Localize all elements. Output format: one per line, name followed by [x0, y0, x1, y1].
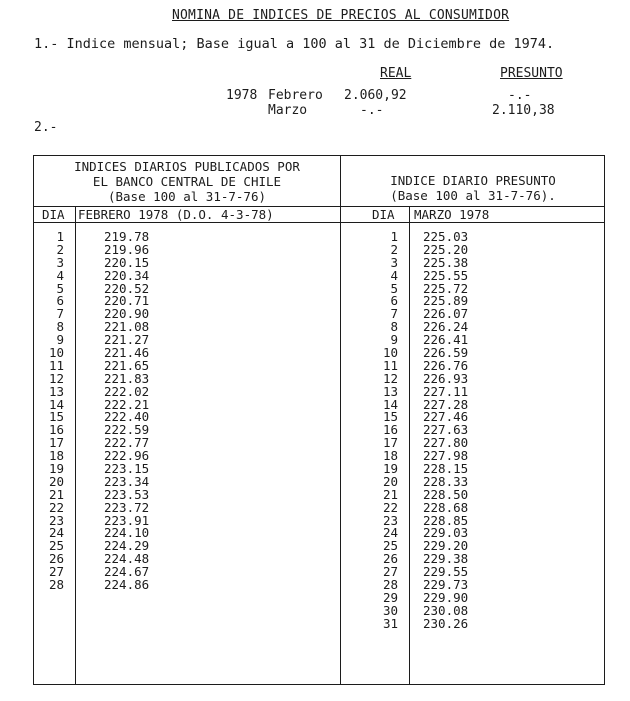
day-number: 23 [382, 512, 398, 528]
day-number: 30 [382, 602, 398, 618]
day-number: 15 [382, 409, 398, 425]
header-presunto: PRESUNTO [500, 66, 563, 81]
index-value: 225.89 [423, 293, 469, 309]
index-value: 221.65 [104, 357, 150, 373]
day-number: 16 [48, 422, 64, 438]
index-value: 225.55 [423, 267, 469, 283]
day-number: 10 [382, 345, 398, 361]
day-number: 13 [48, 383, 64, 399]
day-number: 11 [382, 357, 398, 373]
index-value: 224.86 [104, 577, 150, 593]
row-real-value: 2.060,92 [344, 88, 407, 103]
index-value: 222.02 [104, 383, 150, 399]
index-value: 222.40 [104, 409, 150, 425]
marzo-value-column [423, 231, 468, 631]
index-value: 226.07 [423, 306, 469, 322]
index-value: 229.38 [423, 551, 469, 567]
day-number: 24 [382, 525, 398, 541]
febrero-day-column [40, 231, 64, 592]
day-number: 22 [48, 499, 64, 515]
day-number: 26 [382, 551, 398, 567]
febrero-value-column [104, 231, 149, 592]
index-value: 221.46 [104, 345, 150, 361]
day-number: 16 [382, 422, 398, 438]
index-value: 222.96 [104, 448, 150, 464]
day-number: 3 [390, 254, 398, 270]
day-number: 27 [48, 564, 64, 580]
left-dia-divider [75, 206, 76, 685]
index-value: 222.21 [104, 396, 150, 412]
index-value: 230.08 [423, 602, 469, 618]
index-value: 220.15 [104, 254, 150, 270]
index-value: 223.72 [104, 499, 150, 515]
index-value: 226.59 [423, 345, 469, 361]
day-number: 9 [390, 332, 398, 348]
day-number: 24 [48, 525, 64, 541]
day-number: 19 [48, 461, 64, 477]
index-value: 227.46 [423, 409, 469, 425]
day-number: 14 [48, 396, 64, 412]
day-number: 11 [48, 357, 64, 373]
day-number: 17 [48, 435, 64, 451]
index-value: 220.52 [104, 280, 150, 296]
day-number: 7 [390, 306, 398, 322]
day-number: 27 [382, 564, 398, 580]
day-number: 28 [382, 577, 398, 593]
day-number: 7 [56, 306, 64, 322]
index-value: 227.63 [423, 422, 469, 438]
index-value: 229.03 [423, 525, 469, 541]
day-number: 28 [48, 577, 64, 593]
index-value: 219.78 [104, 229, 150, 244]
index-value: 224.48 [104, 551, 150, 567]
day-number: 4 [390, 267, 398, 283]
day-number: 3 [56, 254, 64, 270]
index-value: 224.29 [104, 538, 150, 554]
marzo-day-column [374, 231, 398, 631]
index-value: 221.27 [104, 332, 150, 348]
day-number: 22 [382, 499, 398, 515]
day-number: 29 [382, 589, 398, 605]
index-value: 226.24 [423, 319, 469, 335]
index-value: 225.20 [423, 241, 469, 257]
day-number: 8 [390, 319, 398, 335]
index-value: 229.90 [423, 589, 469, 605]
index-value: 224.67 [104, 564, 150, 580]
index-value: 228.68 [423, 499, 469, 515]
index-value: 223.53 [104, 486, 150, 502]
index-value: 222.77 [104, 435, 150, 451]
index-value: 226.76 [423, 357, 469, 373]
row-presunto-value: 2.110,38 [492, 103, 555, 118]
day-number: 8 [56, 319, 64, 335]
index-value: 220.34 [104, 267, 150, 283]
index-value: 226.41 [423, 332, 469, 348]
day-number: 17 [382, 435, 398, 451]
left-period-label: FEBRERO 1978 (D.O. 4-3-78) [78, 207, 274, 222]
day-number: 6 [390, 293, 398, 309]
row-real-value: -.- [360, 103, 384, 118]
item1-text: 1.- Indice mensual; Base igual a 100 al 31 de Diciembre de 1974. [34, 36, 555, 52]
right-dia-divider [409, 206, 410, 685]
left-header: INDICES DIARIOS PUBLICADOS POR EL BANCO CENTRAL DE CHILE (Base 100 al 31-7-76) [74, 159, 300, 204]
day-number: 25 [382, 538, 398, 554]
day-number: 14 [382, 396, 398, 412]
day-number: 12 [382, 370, 398, 386]
index-value: 229.55 [423, 564, 469, 580]
index-value: 228.33 [423, 473, 469, 489]
left-dia-label: DIA [42, 207, 65, 222]
day-number: 20 [382, 473, 398, 489]
row-presunto-value: -.- [508, 88, 532, 103]
day-number: 15 [48, 409, 64, 425]
right-period-label: MARZO 1978 [414, 207, 490, 222]
right-header: INDICE DIARIO PRESUNTO (Base 100 al 31-7-76). [390, 173, 556, 203]
index-value: 223.91 [104, 512, 150, 528]
day-number: 21 [382, 486, 398, 502]
day-number: 1 [56, 229, 64, 244]
header-real: REAL [380, 66, 412, 81]
index-value: 225.03 [423, 229, 469, 244]
day-number: 6 [56, 293, 64, 309]
index-value: 227.80 [423, 435, 469, 451]
index-value: 229.73 [423, 577, 469, 593]
index-value: 227.98 [423, 448, 469, 464]
day-number: 31 [382, 615, 398, 631]
row-month: Febrero [268, 88, 323, 103]
day-number: 12 [48, 370, 64, 386]
right-dia-label: DIA [372, 207, 395, 222]
index-value: 221.08 [104, 319, 150, 335]
index-value: 225.38 [423, 254, 469, 270]
index-value: 227.11 [423, 383, 469, 399]
document-title: NOMINA DE INDICES DE PRECIOS AL CONSUMIDOR [172, 8, 510, 23]
index-value: 221.83 [104, 370, 150, 386]
day-number: 10 [48, 345, 64, 361]
day-number: 5 [390, 280, 398, 296]
subheader-divider [33, 222, 605, 223]
day-number: 18 [48, 448, 64, 464]
day-number: 2 [390, 241, 398, 257]
index-value: 219.96 [104, 241, 150, 257]
center-divider [340, 155, 341, 685]
row-month: Marzo [268, 103, 308, 118]
index-value: 220.90 [104, 306, 150, 322]
index-value: 220.71 [104, 293, 150, 309]
day-number: 5 [56, 280, 64, 296]
day-number: 9 [56, 332, 64, 348]
index-value: 228.85 [423, 512, 469, 528]
day-number: 26 [48, 551, 64, 567]
index-value: 228.50 [423, 486, 469, 502]
index-value: 222.59 [104, 422, 150, 438]
day-number: 21 [48, 486, 64, 502]
day-number: 25 [48, 538, 64, 554]
index-value: 226.93 [423, 370, 469, 386]
day-number: 1 [390, 229, 398, 244]
index-value: 227.28 [423, 396, 469, 412]
day-number: 2 [56, 241, 64, 257]
day-number: 13 [382, 383, 398, 399]
index-value: 224.10 [104, 525, 150, 541]
day-number: 4 [56, 267, 64, 283]
index-value: 223.15 [104, 461, 150, 477]
index-value: 230.26 [423, 615, 469, 631]
day-number: 23 [48, 512, 64, 528]
row-year: 1978 [226, 88, 258, 103]
index-value: 223.34 [104, 473, 150, 489]
item2-label: 2.- [34, 120, 58, 135]
index-value: 225.72 [423, 280, 469, 296]
day-number: 19 [382, 461, 398, 477]
day-number: 20 [48, 473, 64, 489]
day-number: 18 [382, 448, 398, 464]
index-value: 229.20 [423, 538, 469, 554]
index-value: 228.15 [423, 461, 469, 477]
